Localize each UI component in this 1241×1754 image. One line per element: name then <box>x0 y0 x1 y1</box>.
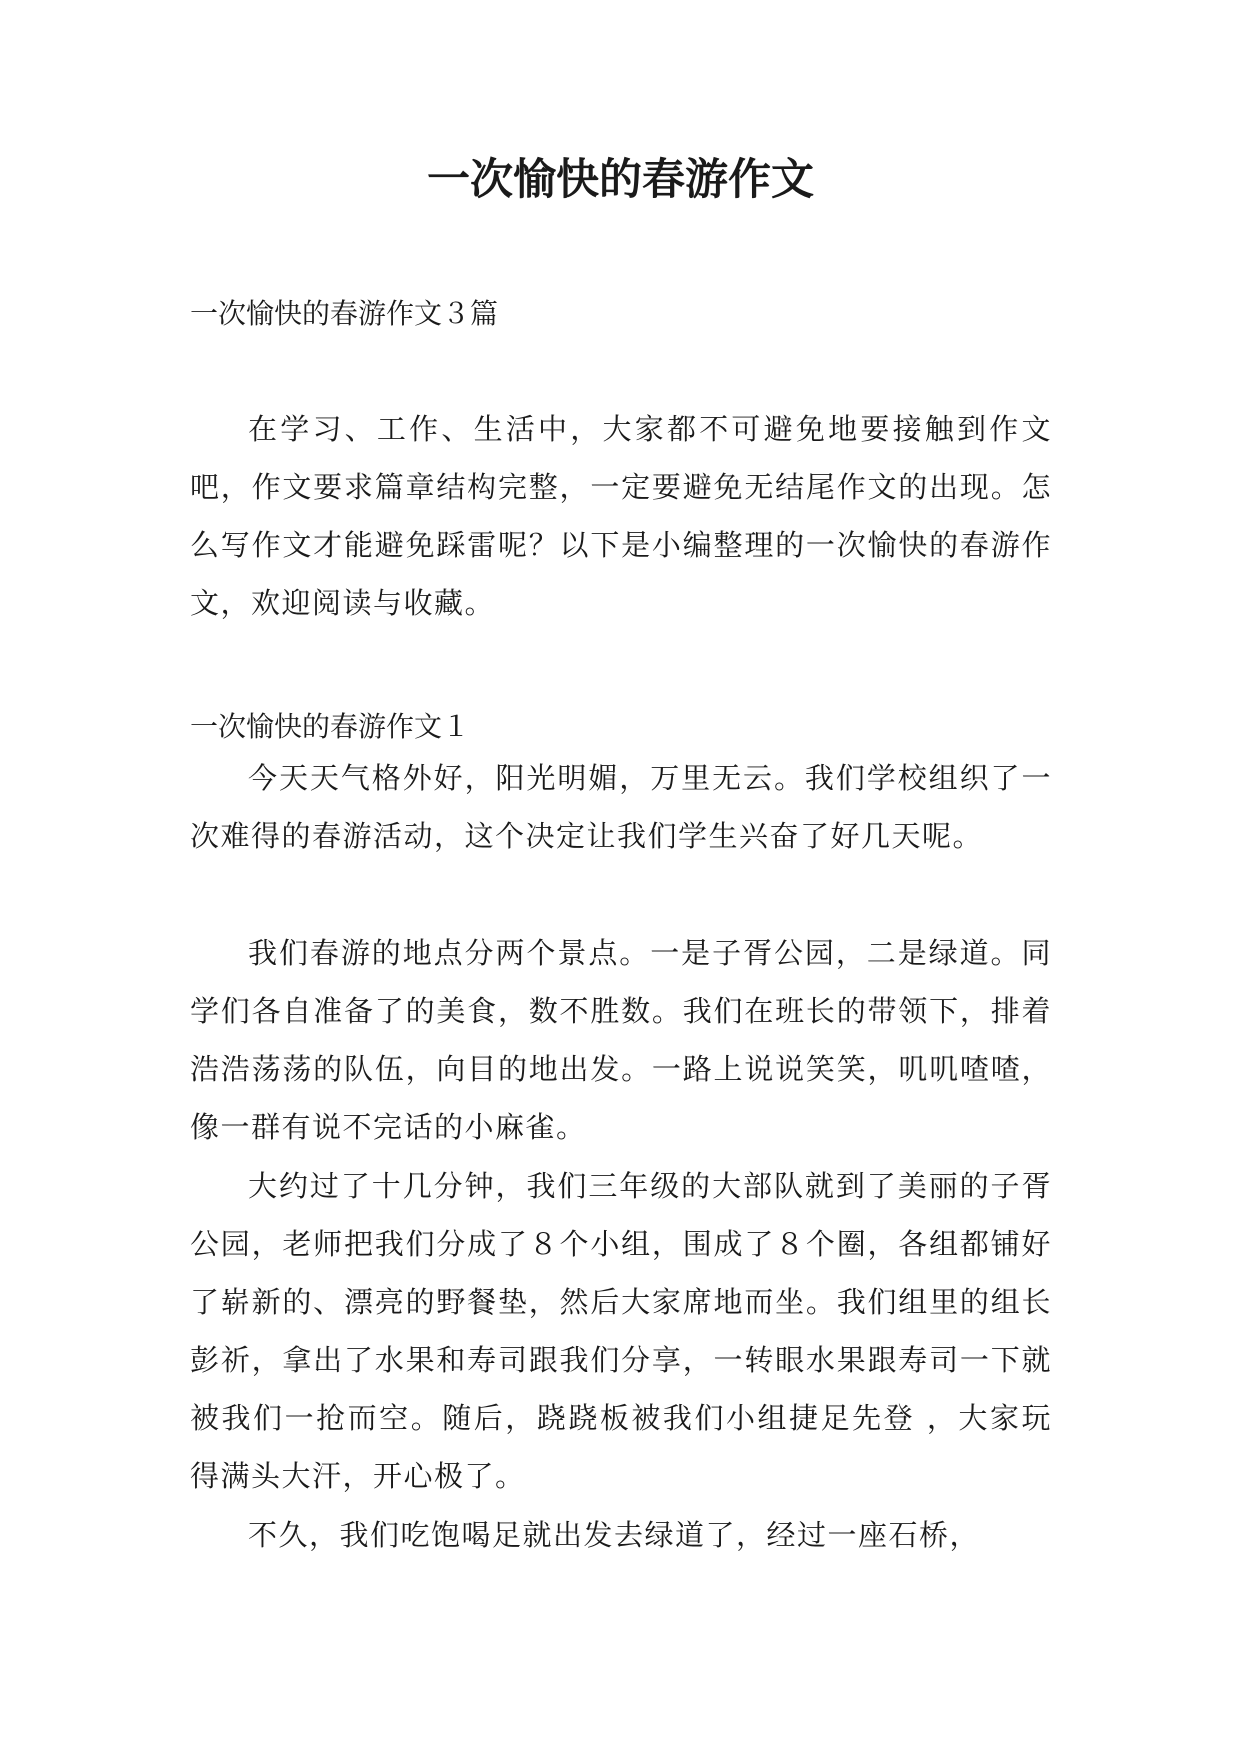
body-paragraph: 今天天气格外好，阳光明媚，万里无云。我们学校组织了一次难得的春游活动，这个决定让我们学生兴奋了好几天呢。 <box>190 761 1052 853</box>
body-paragraph: 大约过了十几分钟，我们三年级的大部队就到了美丽的子胥公园，老师把我们分成了８个小组，围成了８个圈，各组都铺好了崭新的、漂亮的野餐垫，然后大家席地而坐。我们组里的组长彭祈，拿出了水果和寿司跟我们分享，一转眼水果跟寿司一下就被我们一抢而空。随后，跷跷板被我们小组捷足先登 ，大家玩得满头大汗，开心极了。 <box>190 1169 1052 1493</box>
document-title: 一次愉快的春游作文 <box>427 155 814 205</box>
body-paragraph: 我们春游的地点分两个景点。一是子胥公园，二是绿道。同学们各自准备了的美食，数不胜数。我们在班长的带领下，排着浩浩荡荡的队伍，向目的地出发。一路上说说笑笑，叽叽喳喳，像一群有说不完话的小麻雀。 <box>190 936 1052 1144</box>
body-paragraph: 不久，我们吃饱喝足就出发去绿道了，经过一座石桥， <box>248 1518 981 1552</box>
document-subtitle: 一次愉快的春游作文３篇 <box>190 297 499 330</box>
intro-paragraph: 在学习、工作、生活中，大家都不可避免地要接触到作文吧，作文要求篇章结构完整，一定要避免无结尾作文的出现。怎么写作文才能避免踩雷呢？以下是小编整理的一次愉快的春游作文，欢迎阅读与收藏。 <box>190 412 1052 620</box>
section-heading: 一次愉快的春游作文１ <box>190 710 471 743</box>
